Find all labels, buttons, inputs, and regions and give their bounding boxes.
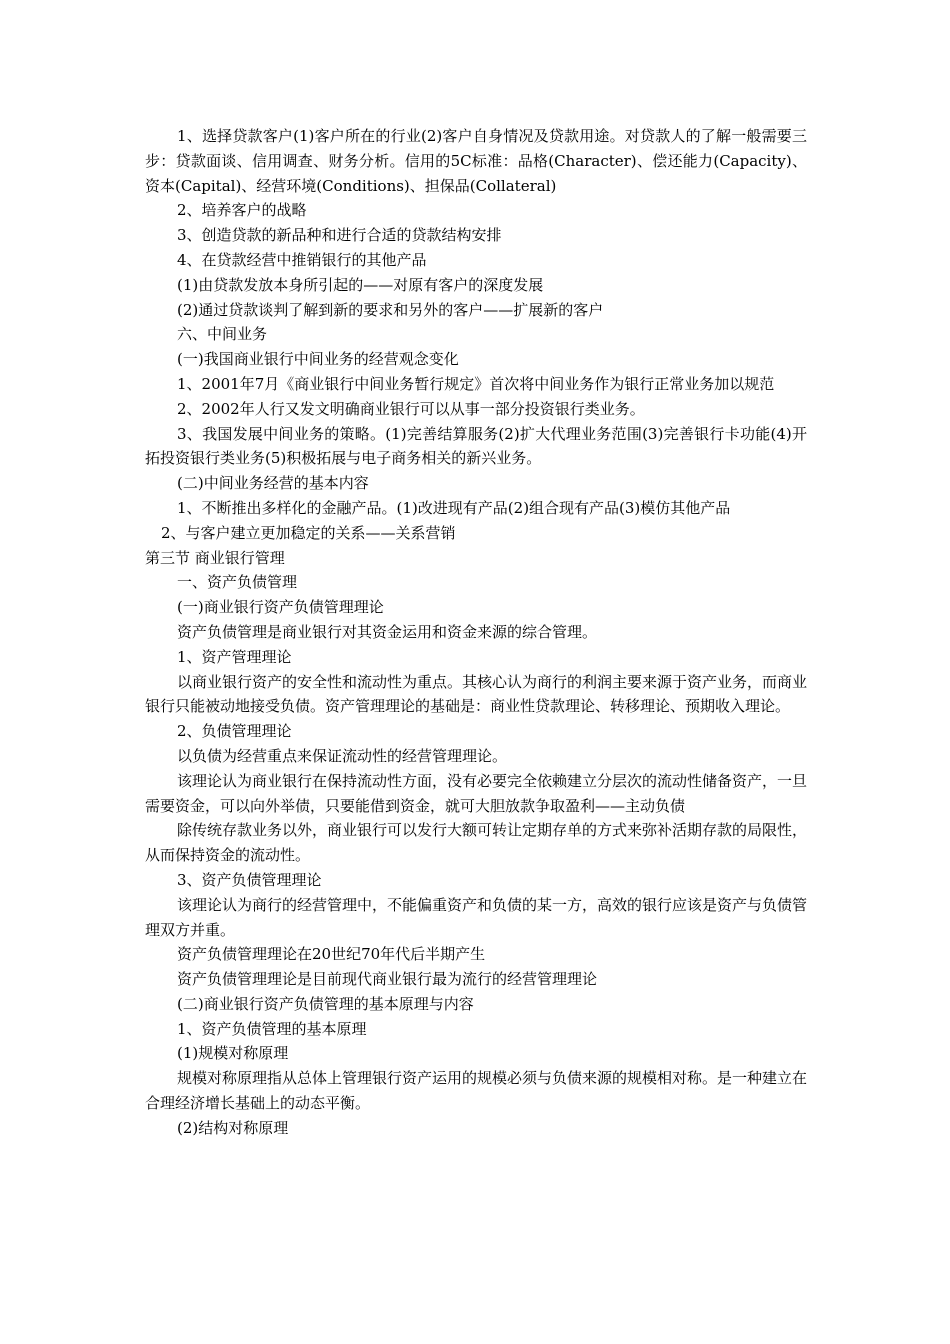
document-body [145,124,807,1141]
paragraph: 以负债为经营重点来保证流动性的经营管理理论。 [177,746,508,765]
paragraph: 2、2002年人行又发文明确商业银行可以从事一部分投资银行类业务。 [177,399,645,418]
paragraph: (1)由贷款发放本身所引起的——对原有客户的深度发展 [177,275,544,294]
paragraph: 资产负债管理理论是目前现代商业银行最为流行的经营管理理论 [177,970,598,989]
paragraph: 规模对称原理指从总体上管理银行资产运用的规模必须与负债来源的规模相对称。是一种建立在合理经济增长基础上的动态平衡。 [145,1069,808,1113]
paragraph: 3、我国发展中间业务的策略。(1)完善结算服务(2)扩大代理业务范围(3)完善银行卡功能(4)开拓投资银行类业务(5)积极拓展与电子商务相关的新兴业务。 [145,424,807,468]
paragraph: 2、培养客户的战略 [177,201,307,220]
subsection-heading: (一)商业银行资产负债管理理论 [177,598,384,617]
paragraph: 3、创造贷款的新品种和进行合适的贷款结构安排 [177,226,502,245]
subsection-heading: (一)我国商业银行中间业务的经营观念变化 [177,350,459,369]
paragraph: 2、与客户建立更加稳定的关系——关系营销 [161,523,456,542]
paragraph: 1、资产管理理论 [177,647,292,666]
paragraph: 4、在贷款经营中推销银行的其他产品 [177,250,427,269]
paragraph: 以商业银行资产的安全性和流动性为重点。其核心认为商行的利润主要来源于资产业务，而商业银行只能被动地接受负债。资产管理理论的基础是：商业性贷款理论、转移理论、预期收入理论。 [145,672,808,716]
paragraph: 1、资产负债管理的基本原理 [177,1019,367,1038]
paragraph: 2、负债管理理论 [177,722,292,741]
section-heading: 一、资产负债管理 [177,573,298,592]
section-heading: 六、中间业务 [177,325,268,344]
paragraph: (1)规模对称原理 [177,1044,289,1063]
paragraph: 除传统存款业务以外，商业银行可以发行大额可转让定期存单的方式来弥补活期存款的局限性，从而保持资金的流动性。 [145,821,808,865]
paragraph: 3、资产负债管理理论 [177,870,322,889]
paragraph: (2)通过贷款谈判了解到新的要求和另外的客户——扩展新的客户 [177,300,604,319]
paragraph: 1、不断推出多样化的金融产品。(1)改进现有产品(2)组合现有产品(3)模仿其他产品 [177,498,731,517]
paragraph: 资产负债管理理论在20世纪70年代后半期产生 [177,945,486,964]
paragraph: 该理论认为商行的经营管理中，不能偏重资产和负债的某一方，高效的银行应该是资产与负债管理双方并重。 [145,895,808,939]
paragraph: 资产负债管理是商业银行对其资金运用和资金来源的综合管理。 [177,622,598,641]
paragraph: 该理论认为商业银行在保持流动性方面，没有必要完全依赖建立分层次的流动性储备资产，一旦需要资金，可以向外举债，只要能借到资金，就可大胆放款争取盈利——主动负债 [145,771,808,815]
subsection-heading: (二)商业银行资产负债管理的基本原理与内容 [177,994,474,1013]
paragraph: 1、选择贷款客户(1)客户所在的行业(2)客户自身情况及贷款用途。对贷款人的了解一般需要三步：贷款面谈、信用调查、财务分析。信用的5C标准：品格(Character)、偿还能力(Capacity)、资本(Capital)、经营环境(Conditions)、担保品(Collateral) [145,127,807,195]
subsection-heading: (二)中间业务经营的基本内容 [177,474,369,493]
paragraph: 1、2001年7月《商业银行中间业务暂行规定》首次将中间业务作为银行正常业务加以规范 [177,374,775,393]
paragraph: (2)结构对称原理 [177,1118,289,1137]
chapter-section-heading: 第三节 商业银行管理 [145,548,285,567]
